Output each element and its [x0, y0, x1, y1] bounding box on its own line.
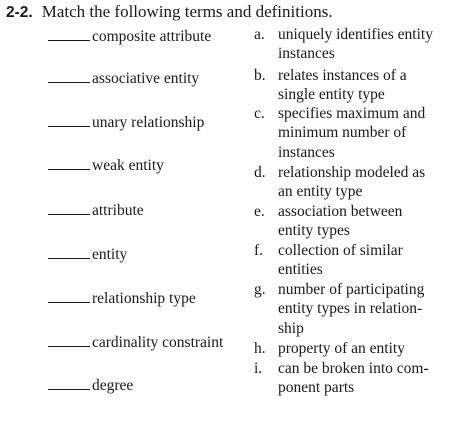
- definition-letter: a.: [254, 26, 265, 43]
- definition-text: relationship modeled as an entity type: [278, 164, 426, 201]
- answer-blank[interactable]: [48, 288, 90, 303]
- definition-item: [254, 66, 470, 105]
- definition-letter: g.: [254, 281, 266, 298]
- answer-blank[interactable]: [48, 375, 90, 390]
- term-row: [48, 68, 199, 88]
- definition-letter: b.: [254, 67, 266, 84]
- definition-letter: i.: [254, 360, 263, 377]
- term-row: [48, 155, 164, 175]
- definition-item: [254, 202, 470, 241]
- definition-item: [254, 104, 470, 162]
- definition-item: [254, 163, 470, 202]
- term-label: unary relationship: [92, 114, 205, 131]
- term-label: degree: [92, 377, 134, 394]
- definition-text: relates instances of a single entity type: [278, 67, 407, 104]
- answer-blank[interactable]: [48, 112, 90, 127]
- definition-text: collection of similar entities: [278, 242, 403, 279]
- term-row: [48, 332, 223, 352]
- definition-item: [254, 359, 470, 398]
- exercise-instruction: Match the following terms and definitions.: [41, 2, 333, 21]
- term-row: [48, 375, 133, 395]
- definition-text: association between entity types: [278, 203, 403, 240]
- term-label: entity: [92, 246, 128, 263]
- definition-text: property of an entity: [278, 340, 405, 357]
- answer-blank[interactable]: [48, 26, 90, 41]
- definitions-column: [254, 0, 470, 424]
- term-row: [48, 26, 211, 46]
- term-label: relationship type: [92, 290, 196, 307]
- definition-letter: h.: [254, 340, 266, 357]
- term-label: weak entity: [92, 157, 164, 174]
- definition-letter: d.: [254, 164, 266, 181]
- definition-item: [254, 339, 470, 358]
- definition-text: number of participating entity types in relation- ship: [278, 281, 425, 337]
- term-label: attribute: [92, 202, 144, 219]
- definition-letter: e.: [254, 203, 265, 220]
- term-label: composite attribute: [92, 28, 212, 45]
- definition-text: can be broken into com- ponent parts: [278, 360, 429, 397]
- exercise-number: 2-2.: [6, 4, 33, 21]
- answer-blank[interactable]: [48, 68, 90, 83]
- definition-item: [254, 241, 470, 280]
- answer-blank[interactable]: [48, 200, 90, 215]
- term-label: associative entity: [92, 70, 200, 87]
- definition-text: specifies maximum and minimum number of instances: [278, 105, 426, 161]
- definition-item: [254, 25, 470, 64]
- term-label: cardinality constraint: [92, 334, 224, 351]
- answer-blank[interactable]: [48, 332, 90, 347]
- term-row: [48, 200, 144, 220]
- definition-item: [254, 280, 470, 338]
- definition-text: uniquely identifies entity instances: [278, 26, 433, 63]
- definition-letter: c.: [254, 105, 265, 122]
- term-row: [48, 244, 127, 264]
- term-row: [48, 288, 196, 308]
- term-row: [48, 112, 204, 132]
- definition-letter: f.: [254, 242, 264, 259]
- answer-blank[interactable]: [48, 155, 90, 170]
- answer-blank[interactable]: [48, 244, 90, 259]
